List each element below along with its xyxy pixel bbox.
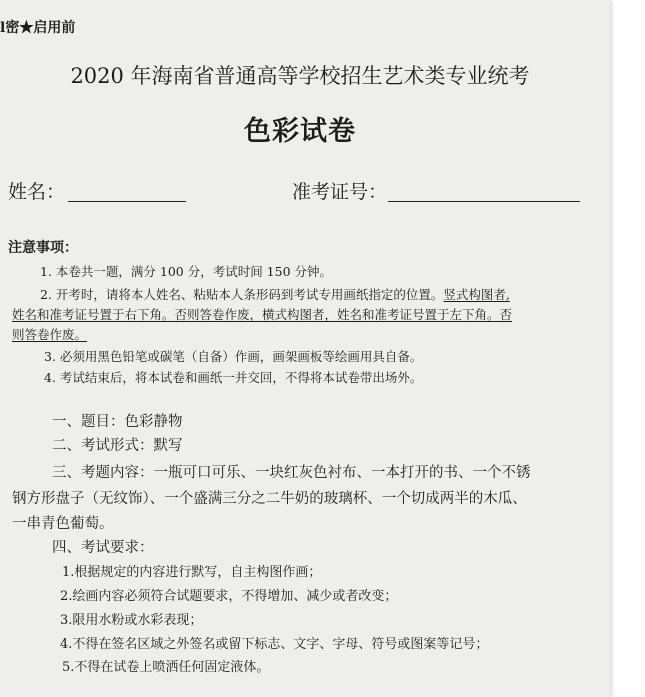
note-item-1: 1. 本卷共一题，满分 100 分，考试时间 150 分钟。 [40,264,333,279]
section-content-line-2: 钢方形盘子（无纹饰）、一个盛满三分之二牛奶的玻璃杯、一个切成两半的木瓜、 [12,491,527,507]
requirement-2: 2.绘画内容必须符合试题要求，不得增加、减少或者改变； [60,589,398,604]
exam-id-blank-line [388,201,580,202]
name-blank-line [68,201,186,202]
note-item-2-line-3: 则答卷作废。 [12,327,88,342]
section-requirements-title: 四、考试要求： [52,540,154,556]
exam-title: 2020 年海南省普通高等学校招生艺术类专业统考 [70,64,530,88]
requirement-3: 3.限用水粉或水彩表现； [60,613,203,628]
requirement-1: 1.根据规定的内容进行默写，自主构图作画； [62,565,322,580]
note-item-2-line-2: 姓名和准考证号置于右下角。否则答卷作废，横式构图者，姓名和准考证号置于左下角。否 [12,307,513,322]
note-item-4: 4. 考试结束后，将本试卷和画纸一并交回，不得将本试卷带出场外。 [44,370,423,385]
section-content-line-1: 三、考题内容：一瓶可口可乐、一块红灰色衬布、一本打开的书、一个不锈 [52,465,531,481]
confidential-mark: l密★启用前 [0,20,76,36]
requirement-5: 5.不得在试卷上喷洒任何固定液体。 [62,660,270,675]
section-content-line-3: 一串青色葡萄。 [12,516,114,532]
exam-id-label: 准考证号： [292,181,388,203]
notes-title: 注意事项： [8,240,78,256]
subject-title: 色彩试卷 [244,116,356,147]
name-label: 姓名： [8,181,66,203]
note-item-3: 3. 必须用黑色铅笔或碳笔（自备）作画，画架画板等绘画用具自备。 [44,349,423,364]
requirement-4: 4.不得在签名区域之外签名或留下标志、文字、字母、符号或图案等记号； [60,637,489,652]
note-item-2-line-1 [40,286,510,304]
section-form: 二、考试形式：默写 [52,438,183,454]
note-item-2-underlined: 竖式构图者, [443,287,510,302]
section-topic: 一、题目：色彩静物 [52,414,183,430]
note-item-2-text: 2. 开考时，请将本人姓名、粘贴本人条形码到考试专用画纸指定的位置。 [40,287,444,302]
